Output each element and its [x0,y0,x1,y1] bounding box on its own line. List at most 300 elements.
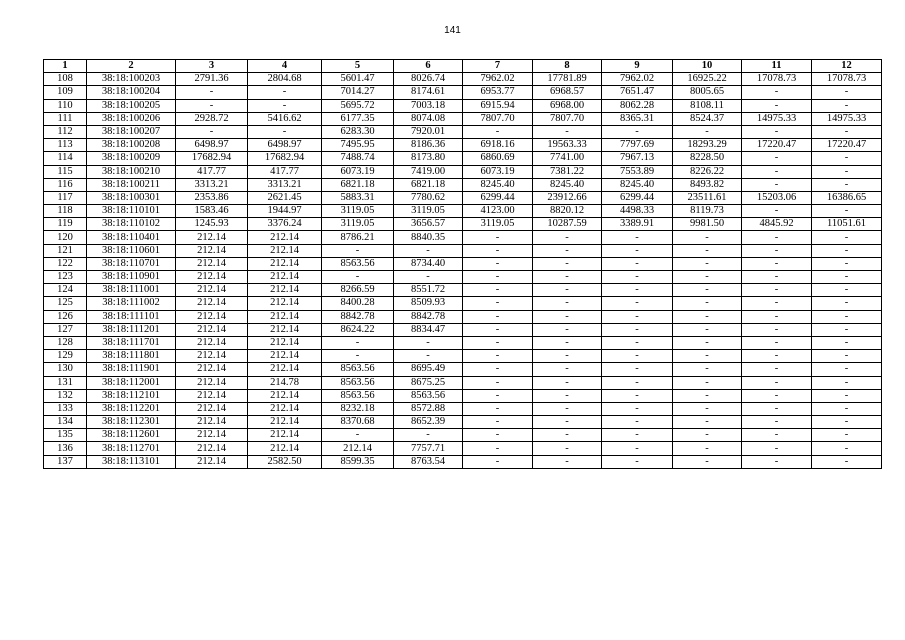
table-cell: - [533,389,602,402]
table-cell: 10287.59 [533,218,602,231]
table-cell: 2804.68 [248,73,322,86]
table-row [44,257,882,270]
table-cell: - [533,125,602,138]
table-cell: - [394,244,463,257]
table-row [44,297,882,310]
table-cell: - [602,416,673,429]
table-cell: 38:18:111002 [87,297,176,310]
table-cell: 132 [44,389,87,402]
table-cell: 8174.61 [394,86,463,99]
table-cell: 7488.74 [322,152,394,165]
table-cell: - [176,125,248,138]
column-header: 12 [812,60,882,73]
table-cell: 38:18:110401 [87,231,176,244]
table-cell: 7962.02 [602,73,673,86]
column-header: 6 [394,60,463,73]
table-cell: 124 [44,284,87,297]
table-cell: - [602,350,673,363]
table-cell: - [322,271,394,284]
table-cell: 38:18:112101 [87,389,176,402]
table-cell: 1245.93 [176,218,248,231]
table-cell: 14975.33 [812,112,882,125]
table-cell: 8563.56 [322,363,394,376]
table-cell: - [812,350,882,363]
table-cell: 212.14 [248,310,322,323]
table-cell: - [463,429,533,442]
table-cell: 212.14 [176,389,248,402]
table-cell: - [812,429,882,442]
table-cell: 6498.97 [248,139,322,152]
table-cell: 212.14 [176,244,248,257]
table-cell: 7553.89 [602,165,673,178]
table-cell: 118 [44,205,87,218]
table-cell: 5416.62 [248,112,322,125]
table-cell: 6821.18 [322,178,394,191]
table-cell: - [602,389,673,402]
table-cell: 113 [44,139,87,152]
table-cell: - [533,429,602,442]
table-row [44,429,882,442]
table-cell: 8509.93 [394,297,463,310]
table-cell: 111 [44,112,87,125]
table-cell: 212.14 [248,284,322,297]
table-cell: 17078.73 [812,73,882,86]
table-cell: 38:18:111801 [87,350,176,363]
table-cell: - [673,376,742,389]
table-cell: 6821.18 [394,178,463,191]
table-cell: 8026.74 [394,73,463,86]
table-cell: - [176,99,248,112]
table-cell: 126 [44,310,87,323]
table-cell: 7962.02 [463,73,533,86]
table-cell: - [533,442,602,455]
table-cell: - [742,165,812,178]
table-cell: - [673,442,742,455]
table-cell: 110 [44,99,87,112]
table-cell: 17078.73 [742,73,812,86]
table-cell: - [463,284,533,297]
table-cell: - [463,231,533,244]
column-header: 8 [533,60,602,73]
table-cell: - [602,323,673,336]
table-cell: 17220.47 [812,139,882,152]
table-cell: 214.78 [248,376,322,389]
table-row [44,336,882,349]
table-cell: 212.14 [248,336,322,349]
table-cell: 4845.92 [742,218,812,231]
table-cell: - [533,455,602,468]
table-cell: 19563.33 [533,139,602,152]
table-cell: - [602,271,673,284]
table-row [44,363,882,376]
table-cell: - [812,323,882,336]
table-cell: - [322,350,394,363]
table-cell: 212.14 [248,389,322,402]
table-cell: 8834.47 [394,323,463,336]
table-cell: 18293.29 [673,139,742,152]
column-header: 7 [463,60,533,73]
table-cell: 38:18:100207 [87,125,176,138]
table-cell: 8675.25 [394,376,463,389]
table-cell: 8365.31 [602,112,673,125]
table-cell: - [673,271,742,284]
table-cell: - [673,455,742,468]
header-row [44,60,882,73]
table-cell: - [533,402,602,415]
table-cell: - [673,323,742,336]
table-cell: 8400.28 [322,297,394,310]
table-cell: 38:18:111001 [87,284,176,297]
table-cell: 1944.97 [248,205,322,218]
table-cell: 212.14 [176,442,248,455]
table-cell: 212.14 [176,402,248,415]
table-cell: 23511.61 [673,191,742,204]
table-cell: 38:18:100203 [87,73,176,86]
table-cell: 8624.22 [322,323,394,336]
table-cell: 8763.54 [394,455,463,468]
table-cell: 7651.47 [602,86,673,99]
table-cell: 212.14 [248,257,322,270]
table-cell: 8599.35 [322,455,394,468]
table-cell: - [742,244,812,257]
table-cell: - [742,178,812,191]
table-cell: 212.14 [176,363,248,376]
table-cell: - [533,271,602,284]
table-row [44,99,882,112]
table-cell: 6498.97 [176,139,248,152]
table-cell: 212.14 [176,350,248,363]
table-cell: 8842.78 [322,310,394,323]
table-cell: - [533,310,602,323]
table-cell: - [742,336,812,349]
table-cell: - [463,125,533,138]
table-cell: - [602,336,673,349]
table-cell: - [533,416,602,429]
table-cell: - [812,205,882,218]
table-cell: - [673,231,742,244]
table-cell: - [673,284,742,297]
table-cell: - [176,86,248,99]
table-cell: 3313.21 [248,178,322,191]
table-cell: 8245.40 [602,178,673,191]
table-cell: 38:18:110901 [87,271,176,284]
table-cell: - [742,125,812,138]
table-cell: 129 [44,350,87,363]
table-row [44,389,882,402]
table-cell: 8245.40 [463,178,533,191]
table-cell: 7741.00 [533,152,602,165]
table-cell: - [322,336,394,349]
table-row [44,442,882,455]
table-cell: - [742,284,812,297]
table-cell: 38:18:100208 [87,139,176,152]
table-cell: - [533,363,602,376]
table-cell: - [812,125,882,138]
table-cell: 212.14 [248,231,322,244]
table-cell: 6299.44 [463,191,533,204]
table-cell: - [673,244,742,257]
table-cell: - [812,284,882,297]
table-cell: 212.14 [176,231,248,244]
table-cell: - [742,99,812,112]
table-cell: 38:18:110601 [87,244,176,257]
table-cell: 8108.11 [673,99,742,112]
table-cell: - [742,231,812,244]
table-cell: 8563.56 [394,389,463,402]
table-cell: 7807.70 [533,112,602,125]
table-cell: 115 [44,165,87,178]
table-cell: 8563.56 [322,389,394,402]
table-cell: 108 [44,73,87,86]
table-cell: 212.14 [176,271,248,284]
table-cell: 417.77 [248,165,322,178]
table-cell: - [602,257,673,270]
table-cell: 7014.27 [322,86,394,99]
table-cell: - [322,429,394,442]
table-cell: 2621.45 [248,191,322,204]
table-cell: 38:18:112701 [87,442,176,455]
table-cell: 5695.72 [322,99,394,112]
table-row [44,455,882,468]
table-cell: 8572.88 [394,402,463,415]
table-cell: 116 [44,178,87,191]
table-cell: - [673,297,742,310]
table-cell: 212.14 [248,442,322,455]
table-cell: - [602,376,673,389]
table-cell: 133 [44,402,87,415]
table-row [44,284,882,297]
table-cell: 38:18:100206 [87,112,176,125]
table-cell: 17682.94 [176,152,248,165]
table-cell: 8524.37 [673,112,742,125]
table-cell: 6177.35 [322,112,394,125]
table-cell: - [742,389,812,402]
table-cell: 212.14 [176,455,248,468]
table-cell: 212.14 [248,429,322,442]
table-cell: 38:18:112201 [87,402,176,415]
table-cell: - [742,310,812,323]
table-cell: - [602,297,673,310]
table-cell: 23912.66 [533,191,602,204]
table-cell: 6953.77 [463,86,533,99]
table-cell: 2791.36 [176,73,248,86]
column-header: 9 [602,60,673,73]
table-cell: 212.14 [248,350,322,363]
table-cell: 136 [44,442,87,455]
table-cell: 16386.65 [812,191,882,204]
table-cell: - [248,99,322,112]
table-cell: - [394,336,463,349]
table-cell: 8734.40 [394,257,463,270]
table-cell: 8563.56 [322,257,394,270]
table-cell: 120 [44,231,87,244]
table-cell: - [322,244,394,257]
table-cell: 135 [44,429,87,442]
table-row [44,218,882,231]
table-cell: - [812,178,882,191]
table-cell: - [533,244,602,257]
table-cell: 212.14 [248,416,322,429]
column-header: 10 [673,60,742,73]
table-cell: - [742,86,812,99]
table-cell: 6073.19 [322,165,394,178]
table-cell: 8119.73 [673,205,742,218]
table-cell: - [673,257,742,270]
table-cell: - [673,125,742,138]
table-cell: - [602,284,673,297]
table-cell: - [602,244,673,257]
table-cell: 109 [44,86,87,99]
table-cell: 7797.69 [602,139,673,152]
table-cell: 8005.65 [673,86,742,99]
table-cell: - [812,99,882,112]
table-row [44,191,882,204]
table-cell: - [463,257,533,270]
table-cell: 7419.00 [394,165,463,178]
table-cell: 212.14 [176,257,248,270]
table-cell: 3119.05 [394,205,463,218]
table-cell: - [742,363,812,376]
table-cell: 7757.71 [394,442,463,455]
table-cell: - [602,363,673,376]
table-cell: - [812,231,882,244]
table-cell: 7381.22 [533,165,602,178]
table-cell: 38:18:112301 [87,416,176,429]
table-cell: - [602,455,673,468]
table-cell: 38:18:110701 [87,257,176,270]
table-cell: 114 [44,152,87,165]
table-cell: - [463,297,533,310]
table-cell: - [463,350,533,363]
table-cell: 17781.89 [533,73,602,86]
table-cell: 8062.28 [602,99,673,112]
table-cell: 212.14 [176,416,248,429]
table-cell: - [742,416,812,429]
table-cell: 212.14 [322,442,394,455]
table-cell: - [248,86,322,99]
table-cell: - [812,257,882,270]
table-row [44,271,882,284]
table-cell: - [463,389,533,402]
table-cell: 122 [44,257,87,270]
table-cell: - [812,376,882,389]
table-cell: - [533,231,602,244]
table-cell: 7003.18 [394,99,463,112]
table-cell: - [812,244,882,257]
table-cell: 127 [44,323,87,336]
table-cell: 212.14 [248,271,322,284]
table-cell: 38:18:111901 [87,363,176,376]
table-row [44,205,882,218]
table-cell: - [742,297,812,310]
table-row [44,376,882,389]
table-cell: 38:18:111201 [87,323,176,336]
table-cell: 6073.19 [463,165,533,178]
table-row [44,402,882,415]
table-cell: 112 [44,125,87,138]
table-cell: - [463,323,533,336]
table-cell: 212.14 [176,429,248,442]
table-row [44,112,882,125]
table-cell: 137 [44,455,87,468]
table-cell: 8842.78 [394,310,463,323]
table-cell: - [742,257,812,270]
table-cell: 119 [44,218,87,231]
table-cell: 38:18:100210 [87,165,176,178]
table-cell: - [463,455,533,468]
table-body [44,73,882,469]
table-cell: 38:18:110102 [87,218,176,231]
table-cell: 8493.82 [673,178,742,191]
table-cell: - [602,429,673,442]
table-cell: - [812,271,882,284]
table-cell: - [742,350,812,363]
table-cell: 8820.12 [533,205,602,218]
table-cell: 212.14 [176,376,248,389]
table-cell: - [248,125,322,138]
table-cell: 128 [44,336,87,349]
table-cell: - [742,429,812,442]
table-cell: 7495.95 [322,139,394,152]
table-cell: - [673,416,742,429]
table-cell: 6968.57 [533,86,602,99]
table-cell: - [533,297,602,310]
table-cell: - [812,402,882,415]
table-cell: 8186.36 [394,139,463,152]
table-cell: - [602,231,673,244]
table-cell: - [533,323,602,336]
table-cell: - [812,389,882,402]
table-cell: 5601.47 [322,73,394,86]
table-cell: - [602,442,673,455]
table-cell: 38:18:100211 [87,178,176,191]
table-cell: 212.14 [248,402,322,415]
table-cell: - [533,284,602,297]
column-header: 3 [176,60,248,73]
table-cell: - [812,442,882,455]
table-cell: 38:18:100301 [87,191,176,204]
table-cell: 6860.69 [463,152,533,165]
table-row [44,178,882,191]
table-cell: - [394,429,463,442]
table-cell: 9981.50 [673,218,742,231]
table-row [44,310,882,323]
table-row [44,125,882,138]
table-cell: - [463,271,533,284]
data-table [43,59,882,469]
table-cell: 131 [44,376,87,389]
table-cell: 123 [44,271,87,284]
table-cell: 8266.59 [322,284,394,297]
table-cell: - [742,442,812,455]
table-cell: 212.14 [176,297,248,310]
table-cell: - [673,389,742,402]
table-cell: - [812,363,882,376]
table-cell: 121 [44,244,87,257]
table-cell: 6968.00 [533,99,602,112]
table-cell: 8173.80 [394,152,463,165]
table-cell: 11051.61 [812,218,882,231]
table-cell: 38:18:112001 [87,376,176,389]
table-cell: 4123.00 [463,205,533,218]
table-cell: 17682.94 [248,152,322,165]
table-cell: 212.14 [248,244,322,257]
table-cell: - [673,363,742,376]
table-cell: 6299.44 [602,191,673,204]
table-cell: 6283.30 [322,125,394,138]
table-cell: - [812,455,882,468]
table-cell: 212.14 [248,297,322,310]
